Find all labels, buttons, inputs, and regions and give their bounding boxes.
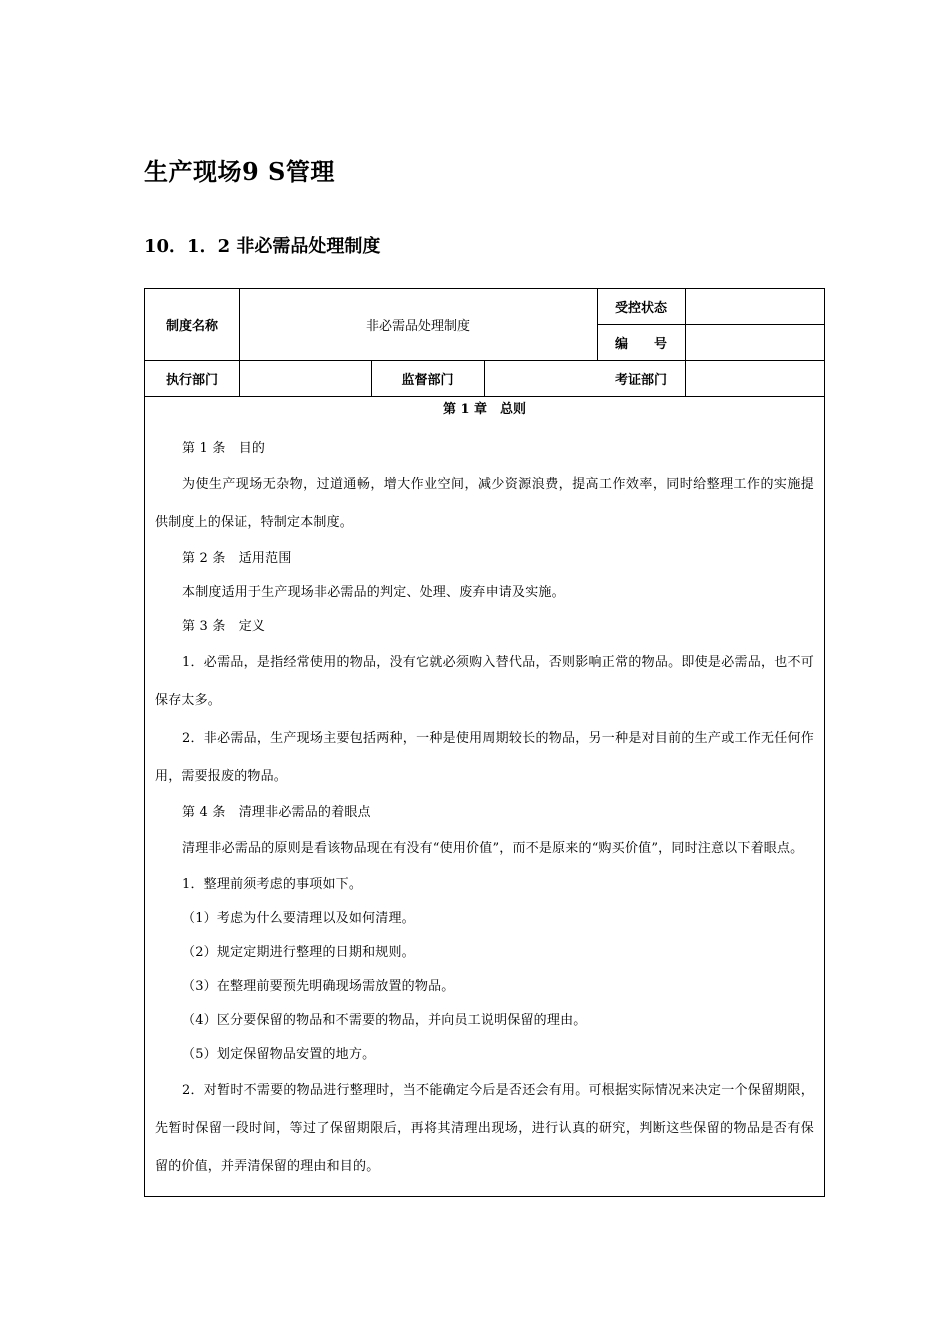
paragraph: 本制度适用于生产现场非必需品的判定、处理、废弃申请及实施。 bbox=[182, 585, 565, 600]
document-number-value bbox=[685, 324, 825, 360]
table-header bbox=[145, 289, 824, 397]
list-item: （5）划定保留物品安置的地方。 bbox=[182, 1047, 376, 1062]
control-status-label: 受控状态 bbox=[614, 301, 667, 316]
supervise-dept-label: 监督部门 bbox=[401, 372, 454, 388]
paragraph: 2．非必需品，生产现场主要包括两种，一种是使用周期较长的物品，另一种是对目前的生产或工作无任何作用，需要报废的物品。 bbox=[155, 731, 814, 784]
chapter-heading: 第 1 章 总则 bbox=[442, 402, 527, 417]
verify-dept-value bbox=[685, 360, 825, 396]
control-status-value bbox=[685, 289, 825, 324]
policy-name-label: 制度名称 bbox=[165, 319, 218, 334]
article-heading: 第 4 条 清理非必需品的着眼点 bbox=[182, 805, 371, 820]
document-title: 生产现场9 S管理 bbox=[144, 157, 335, 186]
list-item: （4）区分要保留的物品和不需要的物品，并向员工说明保留的理由。 bbox=[182, 1013, 587, 1028]
policy-name-value: 非必需品处理制度 bbox=[365, 319, 470, 334]
exec-dept-value bbox=[239, 360, 371, 396]
regulation-body bbox=[145, 397, 824, 1196]
regulation-table bbox=[144, 288, 825, 1197]
paragraph: 2．对暂时不需要的物品进行整理时，当不能确定今后是否还会有用。可根据实际情况来决定一个保留期限，先暂时保留一段时间，等过了保留期限后，再将其清理出现场，进行认真的研究，判断这些保留的物品是否有保留的价值，并弄清保留的理由和目的。 bbox=[155, 1083, 814, 1174]
exec-dept-label: 执行部门 bbox=[165, 372, 218, 388]
paragraph: 为使生产现场无杂物，过道通畅，增大作业空间，减少资源浪费，提高工作效率，同时给整理工作的实施提供制度上的保证，特制定本制度。 bbox=[155, 477, 814, 530]
article-heading: 第 1 条 目的 bbox=[182, 441, 266, 456]
list-item: （3）在整理前要预先明确现场需放置的物品。 bbox=[182, 979, 455, 994]
supervise-dept-value bbox=[484, 360, 597, 396]
verify-dept-label: 考证部门 bbox=[614, 372, 667, 388]
paragraph: 清理非必需品的原则是看该物品现在有没有“使用价值”，而不是原来的“购买价值”，同时注意以下着眼点。 bbox=[182, 841, 804, 856]
list-item: （1）考虑为什么要清理以及如何清理。 bbox=[182, 911, 415, 926]
list-item: （2）规定定期进行整理的日期和规则。 bbox=[182, 945, 415, 960]
article-heading: 第 2 条 适用范围 bbox=[182, 551, 292, 566]
section-heading: 10．1．2 非必需品处理制度 bbox=[144, 236, 381, 257]
article-heading: 第 3 条 定义 bbox=[182, 619, 266, 634]
document-number-label: 编 号 bbox=[614, 336, 667, 352]
paragraph: 1．必需品，是指经常使用的物品，没有它就必须购入替代品，否则影响正常的物品。即使是必需品，也不可保存太多。 bbox=[155, 655, 814, 708]
list-item: 1．整理前须考虑的事项如下。 bbox=[182, 877, 363, 892]
